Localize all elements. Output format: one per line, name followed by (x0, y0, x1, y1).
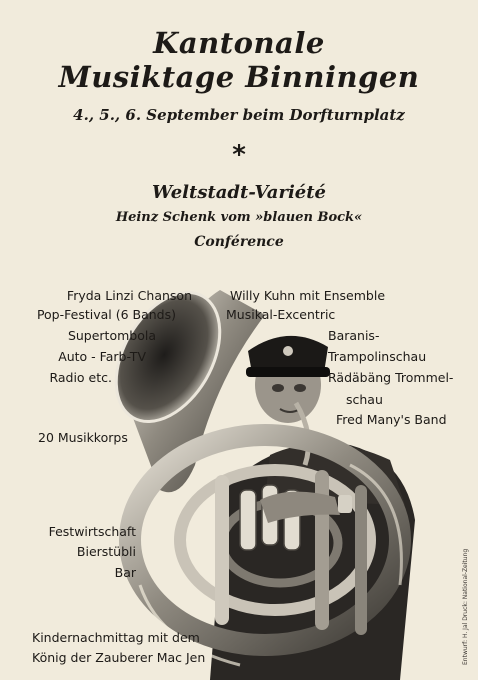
act-auto-farb-tv: Auto - Farb-TV (58, 349, 146, 364)
host-line: Heinz Schenk vom »blauen Bock« (115, 210, 363, 225)
act-raedaebaeng-cont: schau (346, 392, 383, 407)
act-pop-festival: Pop-Festival (6 Bands) (36, 307, 176, 322)
host-role: Conférence (194, 234, 284, 250)
kids-line-1: Kindernachmittag mit dem (32, 630, 200, 645)
food-bierstuebli: Bierstübli (76, 544, 136, 559)
musikkorps-count: 20 Musikkorps (38, 430, 128, 445)
event-dates: 4., 5., 6. September beim Dorfturnplatz (73, 106, 405, 124)
act-raedaebaeng: Rädäbäng Trommel- (328, 370, 454, 385)
title-kantonale: Kantonale (153, 26, 325, 60)
asterisk-divider: * (232, 140, 246, 170)
print-credit: Entwurf: H. Jal Druck: National-Zeitung (462, 548, 469, 665)
act-trampolinschau: Trampolinschau (328, 349, 427, 364)
act-baranis: Baranis- (328, 328, 380, 343)
act-radio: Radio etc. (49, 370, 112, 385)
show-title: Weltstadt-Variété (151, 182, 327, 203)
act-fryda-linzi: Fryda Linzi Chanson (66, 288, 192, 303)
food-bar: Bar (114, 565, 136, 580)
kids-line-2: König der Zauberer Mac Jen (32, 650, 206, 665)
act-willy-kuhn: Willy Kuhn mit Ensemble (230, 288, 386, 303)
act-fred-many: Fred Many's Band (336, 412, 447, 427)
food-festwirtschaft: Festwirtschaft (48, 524, 136, 539)
act-supertombola: Supertombola (67, 328, 156, 343)
title-musiktage: Musiktage Binningen (58, 60, 420, 94)
act-musikal-excentric: Musikal-Excentric (226, 307, 336, 322)
